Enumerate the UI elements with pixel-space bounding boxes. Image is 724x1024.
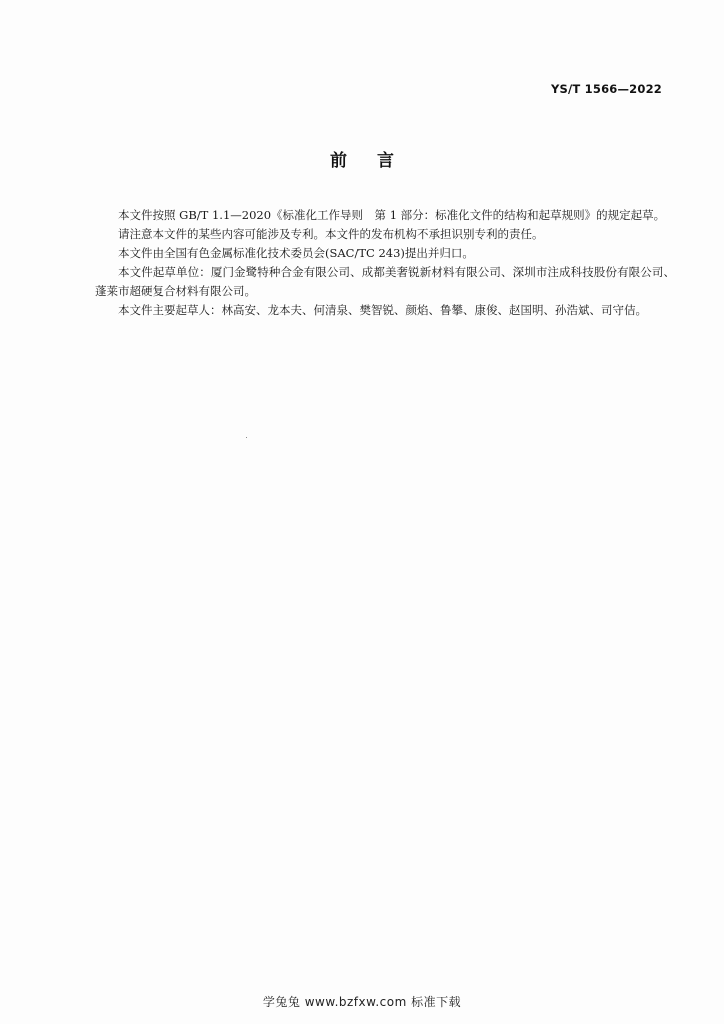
foreword-body [95, 206, 675, 320]
paragraph-drafting-rules: 本文件按照 GB/T 1.1—2020《标准化工作导则 第 1 部分：标准化文件的结构和起草规则》的规定起草。 [118, 208, 666, 222]
scan-speck [246, 437, 247, 438]
paragraph-drafters: 本文件主要起草人：林高安、龙本夫、何清泉、樊智锐、颜焰、鲁攀、康俊、赵国明、孙浩斌、司守佶。 [118, 303, 647, 317]
paragraph-proposer: 本文件由全国有色金属标准化技术委员会(SAC/TC 243)提出并归口。 [118, 246, 474, 260]
standard-number: YS/T 1566—2022 [551, 82, 662, 96]
paragraph-drafting-units: 本文件起草单位：厦门金鹭特种合金有限公司、成都美奢锐新材料有限公司、深圳市注成科技股份有限公司、蓬莱市超硬复合材料有限公司。 [95, 265, 675, 298]
page-title: 前言 [330, 151, 424, 171]
watermark-footer: 学兔兔 www.bzfxw.com 标准下载 [262, 995, 462, 1009]
paragraph-patent-notice: 请注意本文件的某些内容可能涉及专利。本文件的发布机构不承担识别专利的责任。 [118, 227, 544, 241]
